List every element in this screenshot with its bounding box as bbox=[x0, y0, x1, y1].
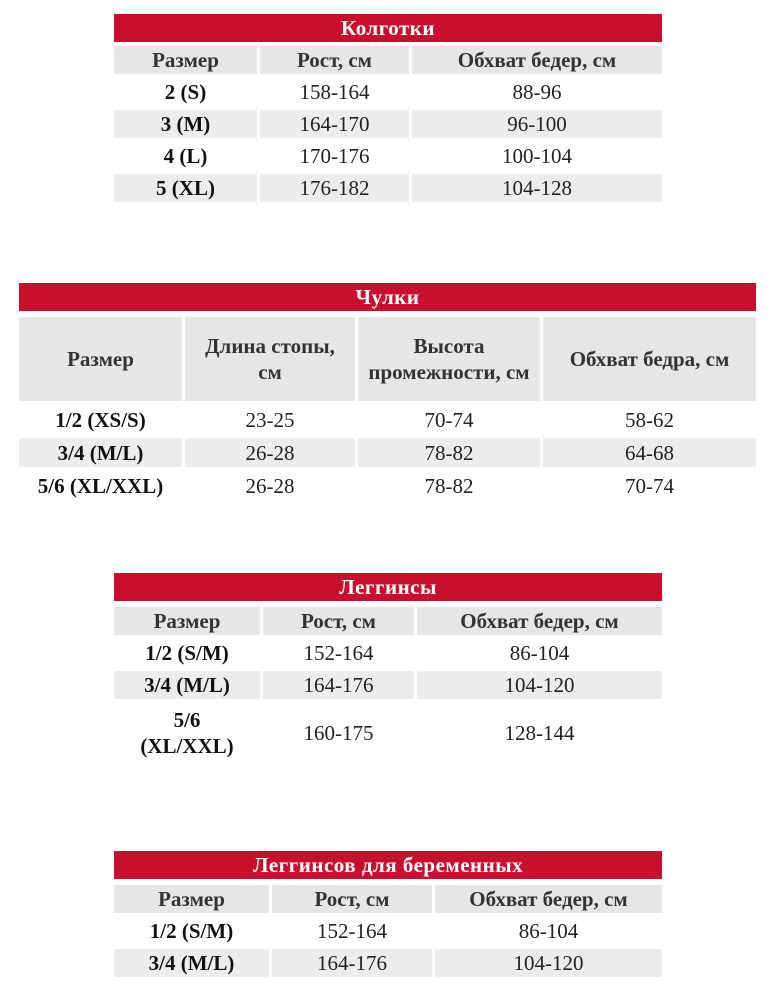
size-cell: 2 (S) bbox=[164, 80, 207, 104]
hip-cell: 88-96 bbox=[512, 80, 562, 104]
size-cell: 5/6 (XL/XXL) bbox=[37, 473, 164, 498]
height-cell: 164-170 bbox=[260, 110, 409, 138]
header-size: Размер bbox=[114, 46, 257, 74]
header-size: Размер bbox=[114, 607, 260, 635]
foot-cell: 26-28 bbox=[245, 473, 295, 498]
hip-cell: 128-144 bbox=[504, 721, 575, 745]
header-hip: Обхват бедер, см bbox=[412, 46, 662, 74]
hip-cell: 86-104 bbox=[509, 641, 570, 665]
table-row bbox=[114, 78, 662, 106]
thigh-cell: 58-62 bbox=[625, 407, 674, 432]
table-row bbox=[114, 639, 662, 667]
height-cell: 160-175 bbox=[303, 721, 374, 745]
size-cell: 1/2 (S/M) bbox=[149, 919, 234, 943]
table-row bbox=[114, 174, 662, 202]
table-row bbox=[114, 671, 662, 699]
tights-size-table bbox=[114, 14, 662, 202]
size-cell: 1/2 (S/M) bbox=[145, 641, 229, 665]
thigh-cell: 64-68 bbox=[543, 438, 756, 467]
height-cell: 152-164 bbox=[303, 641, 374, 665]
inseam-cell: 78-82 bbox=[358, 438, 540, 467]
hip-cell: 86-104 bbox=[518, 919, 579, 943]
size-cell: 3/4 (M/L) bbox=[114, 949, 269, 977]
header-foot-length: Длина стопы, см bbox=[185, 317, 355, 401]
table-row bbox=[114, 703, 662, 763]
header-height: Рост, см bbox=[260, 46, 409, 74]
size-cell: 3/4 (M/L) bbox=[19, 438, 182, 467]
height-cell: 158-164 bbox=[299, 80, 370, 104]
height-cell: 164-176 bbox=[263, 671, 414, 699]
size-cell: 3/4 (M/L) bbox=[114, 671, 260, 699]
hip-cell: 104-120 bbox=[435, 949, 662, 977]
stockings-size-table bbox=[19, 283, 756, 500]
foot-cell: 26-28 bbox=[185, 438, 355, 467]
table-row bbox=[114, 142, 662, 170]
foot-cell: 23-25 bbox=[245, 407, 295, 432]
thigh-cell: 70-74 bbox=[625, 473, 674, 498]
size-cell: 5/6 (XL/XXL) bbox=[140, 708, 234, 758]
hip-cell: 104-120 bbox=[417, 671, 662, 699]
leggings-table-title: Леггинсы bbox=[114, 573, 662, 601]
size-cell: 5 (XL) bbox=[114, 174, 257, 202]
table-row bbox=[19, 405, 756, 434]
header-height: Рост, см bbox=[272, 885, 432, 913]
header-thigh: Обхват бедра, см bbox=[543, 317, 756, 401]
tights-table-title: Колготки bbox=[114, 14, 662, 42]
table-header-row bbox=[114, 46, 662, 74]
table-row bbox=[114, 917, 662, 945]
inseam-cell: 70-74 bbox=[424, 407, 474, 432]
table-header-row bbox=[114, 607, 662, 635]
height-cell: 170-176 bbox=[299, 144, 370, 168]
height-cell: 164-176 bbox=[272, 949, 432, 977]
table-row bbox=[19, 471, 756, 500]
size-cell: 4 (L) bbox=[163, 144, 208, 168]
table-row bbox=[114, 110, 662, 138]
table-header-row bbox=[19, 317, 756, 401]
hip-cell: 104-128 bbox=[412, 174, 662, 202]
inseam-cell: 78-82 bbox=[424, 473, 474, 498]
hip-cell: 96-100 bbox=[412, 110, 662, 138]
height-cell: 176-182 bbox=[260, 174, 409, 202]
stockings-table-title: Чулки bbox=[19, 283, 756, 311]
maternity-leggings-table-title: Леггинсов для беременных bbox=[114, 851, 662, 879]
height-cell: 152-164 bbox=[317, 919, 387, 943]
header-height: Рост, см bbox=[263, 607, 414, 635]
table-row bbox=[114, 949, 662, 977]
leggings-size-table bbox=[114, 573, 662, 763]
header-inseam: Высота промежности, см bbox=[358, 317, 540, 401]
size-cell: 3 (M) bbox=[114, 110, 257, 138]
hip-cell: 100-104 bbox=[502, 144, 572, 168]
header-hip: Обхват бедер, см bbox=[417, 607, 662, 635]
maternity-leggings-size-table bbox=[114, 851, 662, 977]
table-row bbox=[19, 438, 756, 467]
table-header-row bbox=[114, 885, 662, 913]
size-cell: 1/2 (XS/S) bbox=[55, 407, 146, 432]
header-size: Размер bbox=[19, 317, 182, 401]
header-hip: Обхват бедер, см bbox=[435, 885, 662, 913]
header-size: Размер bbox=[114, 885, 269, 913]
